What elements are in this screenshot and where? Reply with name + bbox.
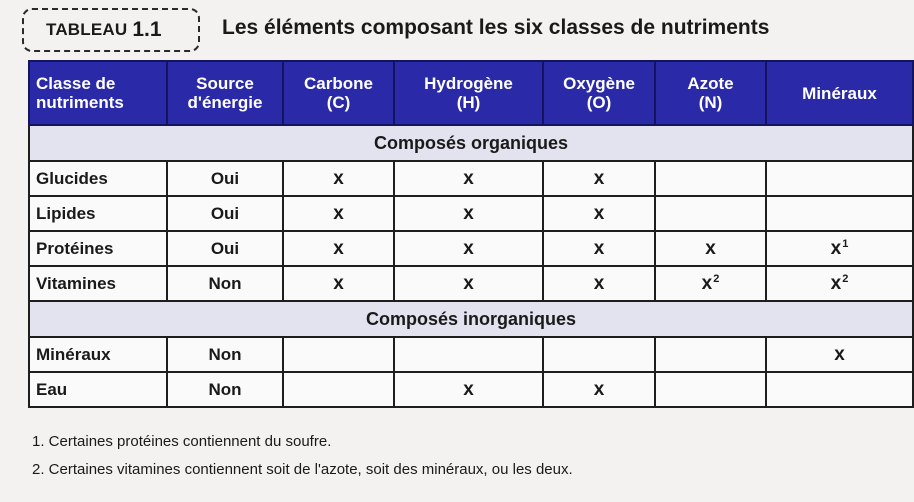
table-cell [543,372,655,407]
table-cell [766,231,913,266]
row-label [29,266,167,301]
table-cell [655,196,766,231]
row-label [29,196,167,231]
footnote-1: 1. Certaines protéines contiennent du soufre. [32,433,332,450]
table-cell [766,266,913,301]
column-header-line1: Source [196,74,254,93]
cell-value: Non [208,273,242,293]
nutrients-table [28,60,914,408]
column-header [766,61,913,125]
table-row [29,196,913,231]
cell-value: x [593,378,605,400]
row-label-text: Minéraux [36,344,111,364]
table-cell [167,337,283,372]
cell-value: x [463,237,474,259]
column-header [283,61,394,125]
section-title: Composés inorganiques [29,301,913,337]
column-header-line2: (H) [456,93,481,112]
cell-value: x [463,378,474,400]
table-cell [655,231,766,266]
table-title: Les éléments composant les six classes de nutriments [222,16,770,39]
table-cell [655,161,766,196]
cell-value: x [463,272,474,294]
table-tag-label: TABLEAU [46,20,128,39]
cell-value: x [834,343,845,365]
table-cell [167,231,283,266]
cell-value: x [701,272,713,294]
cell-value: Non [208,344,242,364]
table-cell [167,161,283,196]
row-label [29,337,167,372]
table-tag [22,8,200,52]
cell-value: x [463,167,474,189]
column-header [655,61,766,125]
section-row [29,125,913,161]
cell-value: Oui [210,238,240,258]
table-body [29,125,913,407]
cell-value: Non [208,379,242,399]
row-label-text: Eau [36,379,68,399]
table-cell [655,372,766,407]
column-header-line1: Carbone [304,74,373,93]
table-cell [394,161,543,196]
cell-value: x [333,202,344,224]
table-cell [543,266,655,301]
table-cell [543,337,655,372]
table-header-row [29,61,913,125]
table-cell [766,196,913,231]
cell-value: x [593,167,605,189]
column-header-line1: Minéraux [802,83,877,103]
section-row [29,301,913,337]
table-cell [283,161,394,196]
column-header-line2: (N) [698,93,723,112]
table-cell [766,372,913,407]
footnote-ref: 2 [713,272,720,285]
column-header-line2: (O) [586,93,612,112]
table-cell [543,161,655,196]
cell-value: x [830,272,842,294]
column-header [29,61,167,125]
column-header [543,61,655,125]
table-row [29,337,913,372]
table-cell [167,196,283,231]
table-cell [283,231,394,266]
table-tag-number: 1.1 [132,18,162,41]
column-header-line1: Hydrogène [424,74,513,93]
table-cell [543,231,655,266]
table-cell [167,266,283,301]
cell-value: x [593,202,605,224]
row-label-text: Glucides [36,168,108,188]
table-cell [394,337,543,372]
table-cell [766,337,913,372]
row-label-text: Lipides [36,203,96,223]
footnote-ref: 1 [842,237,849,250]
footnote-ref: 2 [842,272,849,285]
table-cell [394,372,543,407]
column-header-line2: nutriments [36,93,124,112]
table-cell [394,266,543,301]
footnote-2: 2. Certaines vitamines contiennent soit de l'azote, soit des minéraux, ou les deux. [32,461,573,478]
column-header-line1: Azote [687,74,734,93]
row-label-text: Vitamines [36,273,117,293]
table-row [29,372,913,407]
column-header-line1: Classe de [36,74,116,93]
table-cell [766,161,913,196]
table-cell [394,196,543,231]
table-cell [283,372,394,407]
column-header [394,61,543,125]
column-header-line2: d'énergie [187,93,263,112]
cell-value: x [333,272,344,294]
table-row [29,161,913,196]
cell-value: x [463,202,474,224]
table-cell [655,266,766,301]
table-row [29,266,913,301]
cell-value: x [333,167,344,189]
section-title: Composés organiques [29,125,913,161]
table-cell [283,196,394,231]
cell-value: Oui [210,168,240,188]
row-label-text: Protéines [36,238,114,258]
cell-value: x [593,237,605,259]
row-label [29,372,167,407]
cell-value: Oui [210,203,240,223]
row-label [29,161,167,196]
table-cell [543,196,655,231]
cell-value: x [593,272,605,294]
table-cell [283,266,394,301]
cell-value: x [705,237,716,259]
column-header-line2: (C) [326,93,351,112]
column-header [167,61,283,125]
table-cell [283,337,394,372]
row-label [29,231,167,266]
cell-value: x [333,237,344,259]
table-cell [167,372,283,407]
table-row [29,231,913,266]
cell-value: x [830,237,842,259]
column-header-line1: Oxygène [563,74,635,93]
table-cell [394,231,543,266]
table-cell [655,337,766,372]
footnotes [32,428,573,484]
